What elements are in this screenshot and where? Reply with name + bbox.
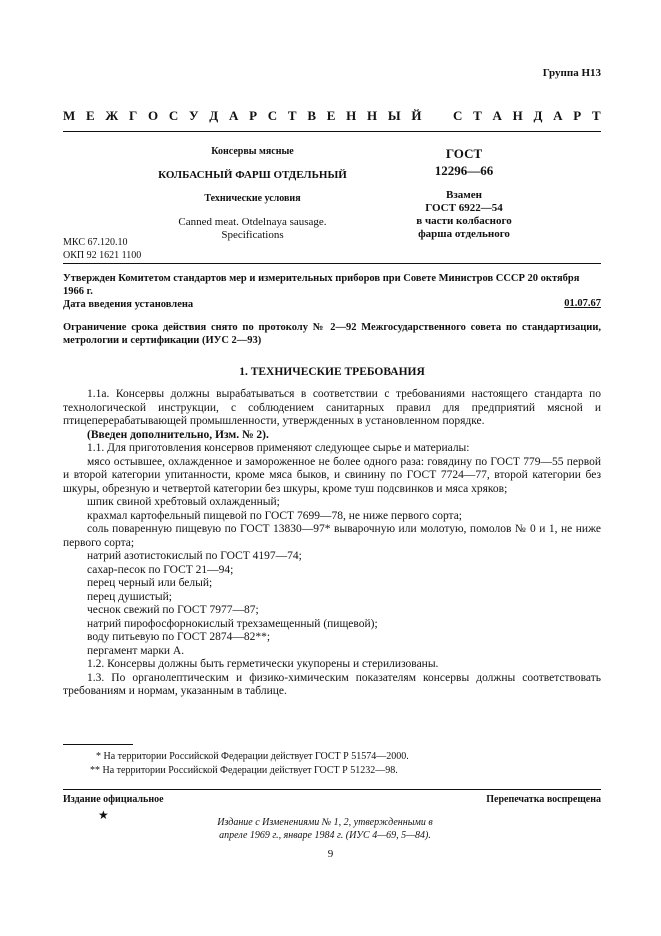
standard-header-letters [63, 108, 601, 124]
standard-header-letter: Ы [387, 108, 401, 123]
standard-header-letter [432, 108, 442, 124]
standard-header-letter: Г [129, 108, 138, 123]
standard-header-letter: Д [209, 108, 219, 123]
standard-header-letter: С [267, 108, 278, 123]
body-paragraph: мясо остывшее, охлажденное и замороженное не более одного раза: говядину по ГОСТ 779—55 первой и второй категории упитанности, кроме мяса быков, и свинину по ГОСТ 7724—77, второй категории без шкуры, обрезную и четвертой категории без шкуры, кроме туш подсвинков и мяса хряков; [63, 455, 601, 495]
standard-header-letter: Е [326, 108, 336, 123]
english-title-line2: Specifications [221, 229, 284, 241]
standard-header-letter: А [228, 108, 239, 123]
body-paragraph: сахар-песок по ГОСТ 21—94; [87, 563, 234, 576]
footnote-1: * На территории Российской Федерации действует ГОСТ Р 51574—2000. [96, 751, 409, 762]
standard-header-letter: У [189, 108, 199, 123]
group-code: Группа Н13 [542, 67, 601, 79]
standard-header-letter: Т [473, 108, 482, 123]
product-category: Консервы мясные [211, 146, 294, 157]
standard-header-letter: Д [533, 108, 543, 123]
body-paragraph: 1.2. Консервы должны быть герметически укупорены и стерилизованы. [87, 658, 439, 670]
footnote-2: ** На территории Российской Федерации действует ГОСТ Р 51232—98. [90, 765, 398, 776]
standard-header-letter: Т [591, 108, 601, 123]
header-divider [63, 131, 601, 132]
intro-date-label: Дата введения установлена [63, 299, 194, 310]
standard-header-letter: С [452, 108, 463, 123]
replaces-info [404, 189, 524, 241]
standard-header-letter: Н [512, 108, 523, 123]
edition-note-line1: Издание с Изменениями № 1, 2, утвержденными в [217, 817, 433, 828]
product-title: КОЛБАСНЫЙ ФАРШ ОТДЕЛЬНЫЙ [158, 169, 347, 181]
english-title-line1: Canned meat. Otdelnaya sausage. [178, 216, 327, 228]
gost-label: ГОСТ [445, 146, 483, 161]
gost-block [404, 146, 524, 241]
standard-header-letter: О [148, 108, 159, 123]
standard-header-letter: Т [287, 108, 297, 123]
standard-header-letter: Е [86, 108, 95, 123]
mks-code: МКС 67.120.10 [63, 237, 128, 248]
body-paragraph: 1.1. Для приготовления консервов применяют следующее сырье и материалы: [87, 442, 470, 454]
standard-header [63, 108, 601, 124]
body-paragraph: 1.3. По органолептическим и физико-химическим показателям консервы должны соответствовать требованиям и нормам, указанным в таблице. [63, 671, 601, 697]
edition-note-line2: апреле 1969 г., январе 1984 г. (ИУС 4—69, 5—84). [219, 830, 431, 841]
standard-header-letter: А [553, 108, 563, 123]
standard-header-letter: Н [367, 108, 378, 123]
body-paragraph: шпик свиной хребтовый охлажденный; [87, 496, 280, 508]
standard-header-letter: Р [573, 108, 582, 123]
body-paragraph: (Введен дополнительно, Изм. № 2). [87, 428, 269, 441]
edition-note [195, 816, 455, 842]
english-title [120, 216, 385, 242]
star-icon: ★ [98, 808, 109, 822]
body-paragraph: пергамент марки А. [87, 644, 185, 657]
footer-divider [63, 789, 601, 790]
footnote-divider [63, 744, 133, 745]
section-body [63, 388, 601, 699]
standard-header-letter: В [307, 108, 316, 123]
intro-date: 01.07.67 [564, 298, 601, 309]
approval-statement [63, 272, 601, 311]
standard-header-letter: Н [346, 108, 357, 123]
body-paragraph: воду питьевую по ГОСТ 2874—82**; [87, 631, 271, 643]
approved-by: Утвержден Комитетом стандартов мер и измерительных приборов при Совете Министров СССР 20 октября 1966 г. [63, 273, 580, 297]
standard-header-letter: М [63, 108, 76, 123]
okp-code: ОКП 92 1621 1100 [63, 250, 142, 261]
section-title: 1. ТЕХНИЧЕСКИЕ ТРЕБОВАНИЯ [239, 366, 425, 378]
body-paragraph: перец душистый; [87, 590, 172, 603]
body-paragraph: натрий пирофосфорнокислый трехзамещенный (пищевой); [87, 617, 378, 630]
body-paragraph: натрий азотистокислый по ГОСТ 4197—74; [87, 550, 302, 562]
official-edition-label: Издание официальное [63, 794, 164, 805]
standard-header-letter: Ж [105, 108, 119, 123]
standard-header-letter: Р [249, 108, 258, 123]
body-paragraph: соль поваренную пищевую по ГОСТ 13830—97* выварочную или молотую, помолов № 0 и 1, не ниже первого сорта; [63, 523, 601, 549]
classification-codes [63, 236, 141, 262]
standard-header-letter: С [168, 108, 179, 123]
gost-number: 12296—66 [434, 163, 494, 178]
validity-limit-note: Ограничение срока действия снято по протоколу № 2—92 Межгосударственного совета по стандартизации, метрологии и сертификации (ИУС 2—93) [63, 322, 601, 346]
replaces-label: Взамен [446, 189, 482, 201]
standard-header-letter: А [492, 108, 502, 123]
replaces-number: ГОСТ 6922—54 [425, 202, 503, 214]
page-number: 9 [327, 848, 334, 860]
body-paragraph: перец черный или белый; [87, 577, 213, 589]
title-block [120, 146, 385, 242]
body-paragraph: крахмал картофельный пищевой по ГОСТ 7699—78, не ниже первого сорта; [87, 509, 463, 522]
body-paragraph: чеснок свежий по ГОСТ 7977—87; [87, 604, 259, 616]
body-paragraph: 1.1а. Консервы должны вырабатываться в соответствии с требованиями настоящего стандарта по технологической инструкции, с соблюдением санитарных правил для предприятий мясной и птицеперерабатывающей промышленности, утвержденных в установленном порядке. [63, 388, 601, 427]
replaces-part1: в части колбасного [416, 215, 512, 227]
title-divider [63, 263, 601, 264]
standard-header-letter: Й [411, 108, 422, 123]
replaces-part2: фарша отдельного [418, 228, 510, 240]
document-type: Технические условия [204, 193, 301, 204]
reprint-prohibited-label: Перепечатка воспрещена [486, 794, 601, 805]
